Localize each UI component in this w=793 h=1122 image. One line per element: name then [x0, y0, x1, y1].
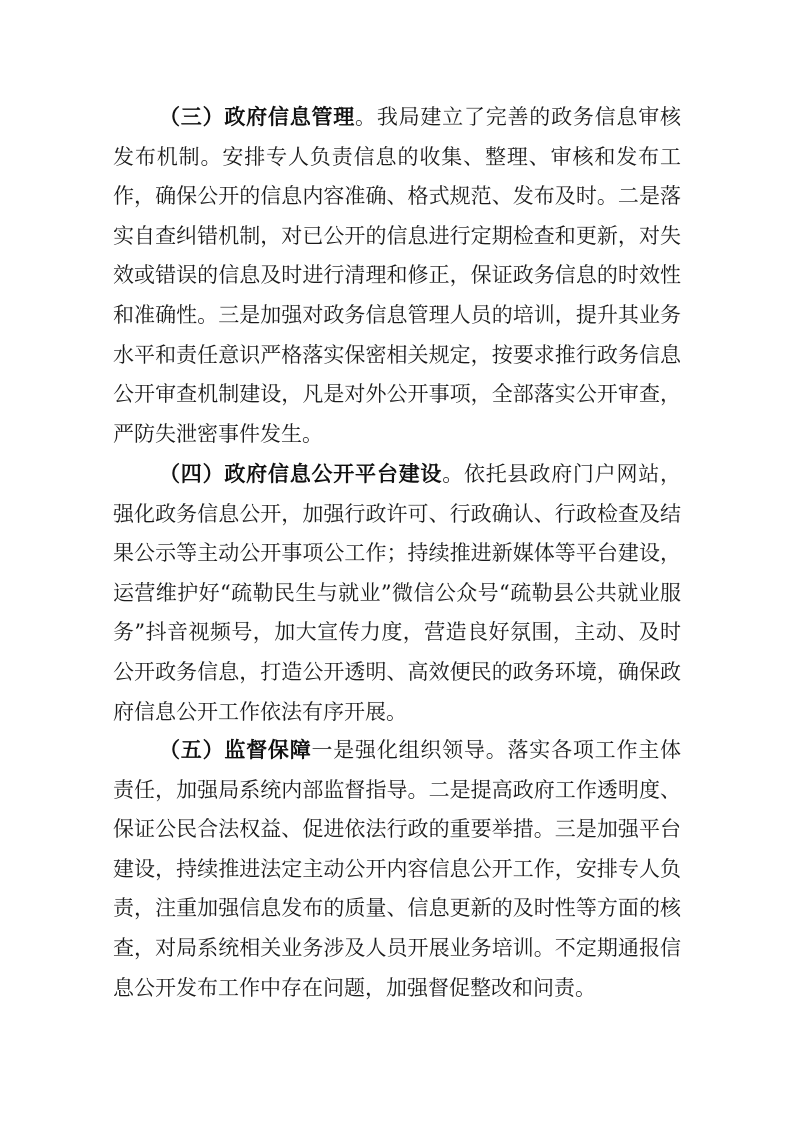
- section-heading: （三）政府信息管理: [159, 105, 356, 129]
- section-body: 一是强化组织领导。落实各项工作主体责任，加强局系统内部监督指导。二是提高政府工作透明度、保证公民合法权益、促进依法行政的重要举措。三是加强平台建设，持续推进法定主动公开内容信息公开工作，安排专人负责，注重加强信息发布的质量、信息更新的及时性等方面的核查，对局系统相关业务涉及人员开展业务培训。不定期通报信息公开发布工作中存在问题，加强督促整改和问责。: [113, 738, 682, 1000]
- section-disclosure-platform: [113, 455, 681, 732]
- section-heading: （五）监督保障: [159, 738, 312, 762]
- section-body: 。我局建立了完善的政务信息审核发布机制。安排专人负责信息的收集、整理、审核和发布工作，确保公开的信息内容准确、格式规范、发布及时。二是落实自查纠错机制，对已公开的信息进行定期检查和更新，对失效或错误的信息及时进行清理和修正，保证政务信息的时效性和准确性。三是加强对政务信息管理人员的培训，提升其业务水平和责任意识严格落实保密相关规定，按要求推行政务信息公开审查机制建设，凡是对外公开事项，全部落实公开审查，严防失泄密事件发生。: [113, 105, 682, 446]
- section-body: 。依托县政府门户网站，强化政务信息公开，加强行政许可、行政确认、行政检查及结果公示等主动公开事项公工作；持续推进新媒体等平台建设，运营维护好“疏勒民生与就业”微信公众号“疏勒县公共就业服务”抖音视频号，加大宣传力度，营造良好氛围，主动、及时公开政务信息，打造公开透明、高效便民的政务环境，确保政府信息公开工作依法有序开展。: [113, 462, 682, 724]
- section-heading: （四）政府信息公开平台建设: [159, 462, 443, 486]
- section-information-management: [113, 98, 681, 454]
- section-supervision: [113, 731, 681, 1008]
